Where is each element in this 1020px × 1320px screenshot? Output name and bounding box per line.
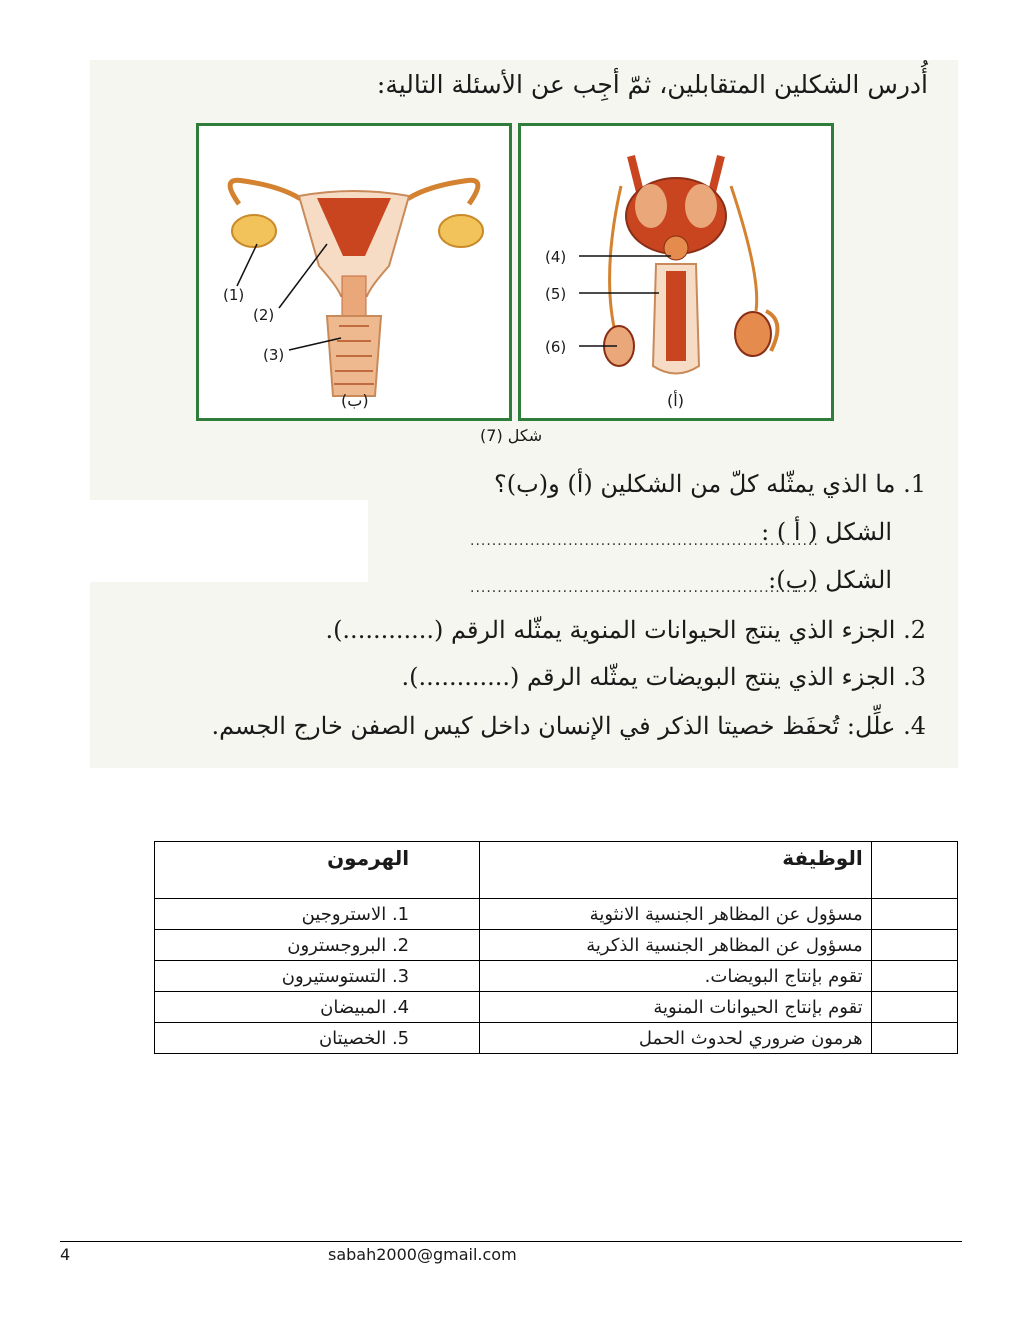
footer-email: sabah2000@gmail.com (328, 1245, 517, 1264)
function-cell: هرمون ضروري لحدوث الحمل (480, 1023, 872, 1054)
female-system-illustration (199, 126, 509, 418)
function-cell: مسؤول عن المظاهر الجنسية الانثوية (480, 899, 872, 930)
question-4: 4. علِّل: تُحفَظ خصيتا الذكر في الإنسان داخل كيس الصفن خارج الجسم. (211, 712, 926, 740)
page-number: 4 (60, 1245, 71, 1264)
empty-cell (871, 930, 957, 961)
table-row (155, 899, 958, 930)
answer-label-a: الشكل ( أ ) : (761, 518, 892, 546)
label-2: (2) (253, 306, 275, 324)
label-1: (1) (223, 286, 245, 304)
header-function: الوظيفة (480, 842, 872, 899)
hormone-function-table (154, 841, 958, 1054)
figure-a-label: (أ) (667, 391, 684, 410)
label-6: (6) (545, 338, 567, 356)
hormone-cell: 2. البروجسترون (155, 930, 480, 961)
figure-b-female-system (196, 123, 512, 421)
male-system-illustration (521, 126, 831, 418)
answer-dots-a[interactable]: ................................................................ (470, 533, 819, 549)
function-cell: مسؤول عن المظاهر الجنسية الذكرية (480, 930, 872, 961)
hormone-cell: 5. الخصيتان (155, 1023, 480, 1054)
function-cell: تقوم بإنتاج البويضات. (480, 961, 872, 992)
table-row (155, 1023, 958, 1054)
header-hormone: الهرمون (155, 842, 480, 899)
figure-b-label: (ب) (341, 391, 369, 410)
hormone-cell: 4. المبيضان (155, 992, 480, 1023)
empty-cell (871, 1023, 957, 1054)
label-3: (3) (263, 346, 285, 364)
table-header-row (155, 842, 958, 899)
figure-a-male-system (518, 123, 834, 421)
worksheet-intro: أُدرس الشكلين المتقابلين، ثمّ أجِب عن الأسئلة التالية: (376, 70, 928, 99)
empty-cell (871, 899, 957, 930)
footer-divider (60, 1241, 962, 1242)
table-row (155, 992, 958, 1023)
answer-label-b: الشكل (ب): (768, 566, 892, 594)
question-2: 2. الجزء الذي ينتج الحيوانات المنوية يمثّله الرقم (............). (325, 616, 926, 644)
empty-cell (871, 992, 957, 1023)
header-empty-cell (871, 842, 957, 899)
answer-dots-b[interactable]: ................................................................ (470, 580, 819, 596)
question-1: 1. ما الذي يمثّله كلّ من الشكلين (أ) و(ب)؟ (494, 470, 926, 498)
figure-caption: شكل (7) (480, 426, 543, 445)
label-5: (5) (545, 285, 567, 303)
function-cell: تقوم بإنتاج الحيوانات المنوية (480, 992, 872, 1023)
hormone-cell: 3. التستوستيرون (155, 961, 480, 992)
label-4: (4) (545, 248, 567, 266)
question-3: 3. الجزء الذي ينتج البويضات يمثّله الرقم (............). (401, 663, 926, 691)
scan-blank-patch (90, 500, 368, 582)
empty-cell (871, 961, 957, 992)
table-row (155, 961, 958, 992)
hormone-cell: 1. الاستروجين (155, 899, 480, 930)
table-row (155, 930, 958, 961)
